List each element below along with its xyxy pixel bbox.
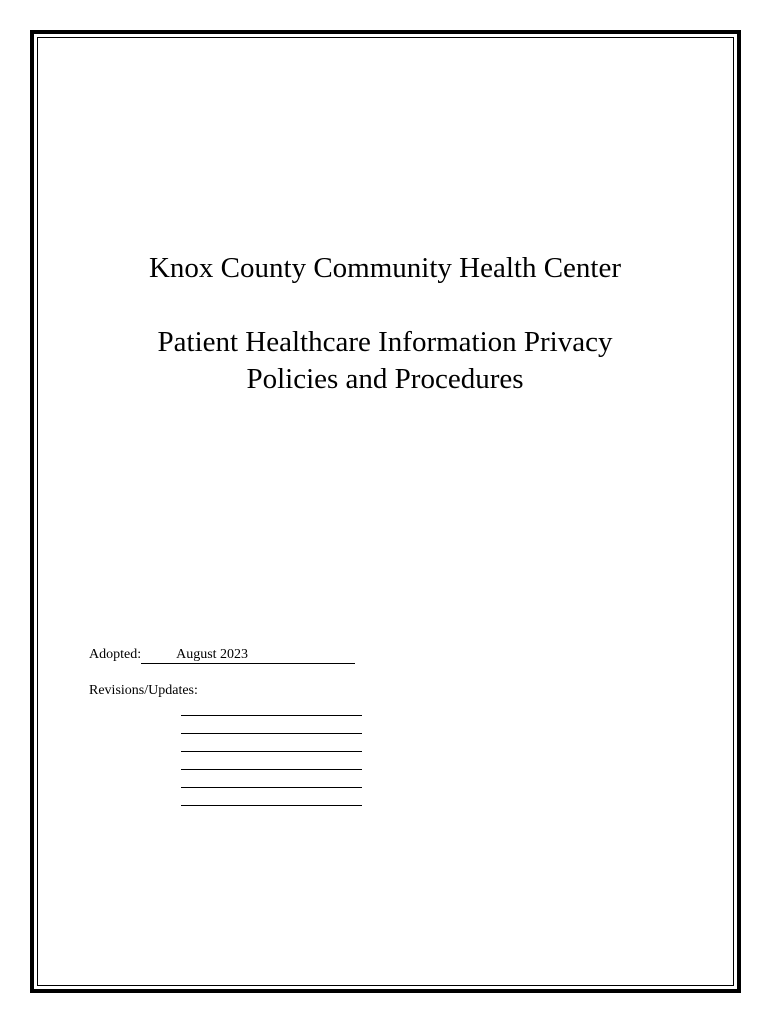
- revision-blank-line: [181, 805, 362, 806]
- document-title-line-2: Policies and Procedures: [246, 363, 524, 395]
- revision-blank-line: [181, 715, 362, 716]
- revision-blank-line: [181, 751, 362, 752]
- adopted-row: [89, 646, 355, 664]
- revision-blank-line: [181, 769, 362, 770]
- organization-name: Knox County Community Health Center: [148, 252, 621, 284]
- revisions-label: Revisions/Updates:: [89, 683, 198, 698]
- adopted-date-field: August 2023: [141, 646, 355, 664]
- page-border-inner: [37, 37, 734, 986]
- document-title: [0, 324, 770, 398]
- document-title-line-1: Patient Healthcare Information Privacy: [157, 326, 613, 358]
- revision-blank-line: [181, 733, 362, 734]
- revision-blank-line: [181, 787, 362, 788]
- revision-lines: [181, 715, 362, 823]
- adopted-label: Adopted:: [89, 647, 142, 662]
